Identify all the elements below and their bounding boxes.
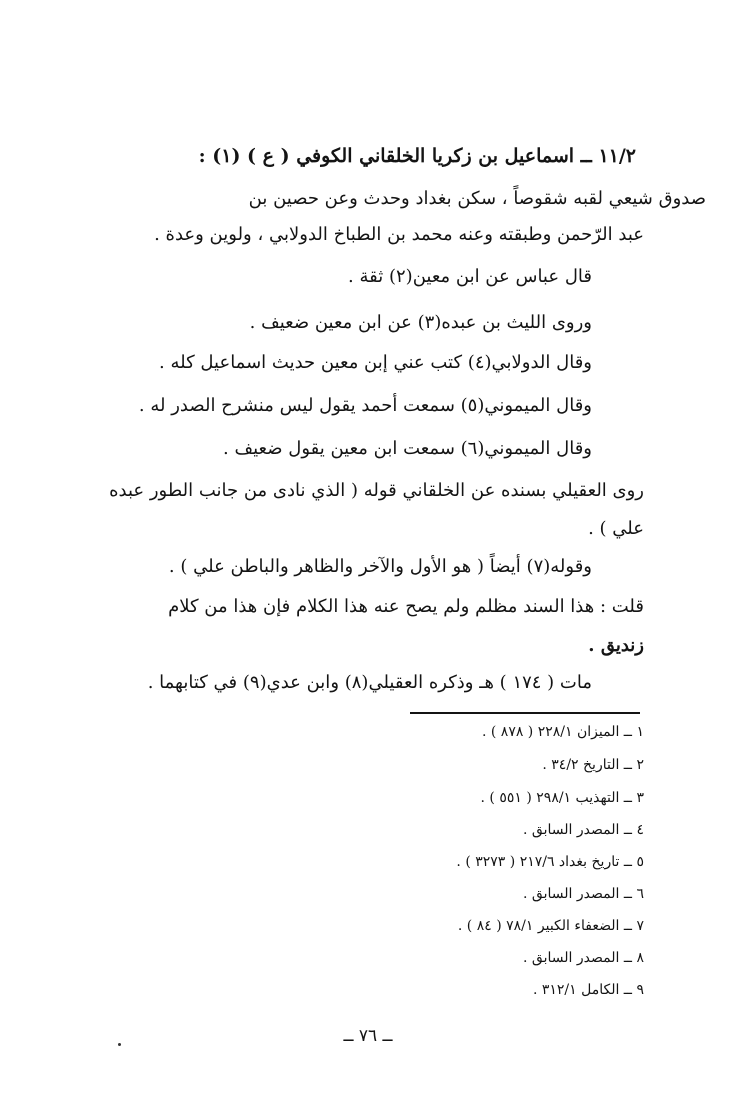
body-line: صدوق شيعي لقبه شقوصاً ، سكن بغداد وحدث وعن حصين بن — [248, 188, 706, 209]
footnote-item: ٤ ــ المصدر السابق . — [523, 822, 644, 838]
body-line: قلت : هذا السند مظلم ولم يصح عنه هذا الكلام فإن هذا من كلام — [168, 596, 644, 617]
scan-speck — [118, 1043, 121, 1046]
entry-heading: ١١/٢ ــ اسماعيل بن زكريا الخلقاني الكوفي ( ع ) (١) : — [198, 145, 636, 167]
body-line: روى العقيلي بسنده عن الخلقاني قوله ( الذي نادى من جانب الطور عبده — [109, 480, 644, 501]
footnote-item: ٥ ــ تاريخ بغداد ٢١٧/٦ ( ٣٢٧٣ ) . — [456, 854, 644, 870]
body-line: وقوله(٧) أيضاً ( هو الأول والآخر والظاهر والباطن علي ) . — [168, 556, 592, 577]
footnote-item: ٨ ــ المصدر السابق . — [523, 950, 644, 966]
body-line: وقال الدولابي(٤) كتب عني إبن معين حديث اسماعيل كله . — [159, 352, 592, 373]
body-line: مات ( ١٧٤ ) هـ وذكره العقيلي(٨) وابن عدي(٩) في كتابهما . — [147, 672, 592, 693]
footnote-separator — [410, 712, 640, 714]
body-line: وقال الميموني(٦) سمعت ابن معين يقول ضعيف . — [223, 438, 592, 459]
footnote-item: ٩ ــ الكامل ٣١٢/١ . — [532, 982, 644, 998]
footnote-item: ٢ ــ التاريخ ٣٤/٢ . — [542, 757, 644, 773]
footnote-item: ٣ ــ التهذيب ٢٩٨/١ ( ٥٥١ ) . — [480, 790, 644, 806]
page-number: ــ ٧٦ ــ — [343, 1026, 393, 1046]
body-line: زنديق . — [588, 635, 644, 656]
footnote-item: ١ ــ الميزان ٢٢٨/١ ( ٨٧٨ ) . — [481, 724, 644, 740]
body-line: عبد الرّحمن وطبقته وعنه محمد بن الطباخ الدولابي ، ولوين وعدة . — [154, 224, 644, 245]
body-line: وقال الميموني(٥) سمعت أحمد يقول ليس منشرح الصدر له . — [138, 395, 592, 416]
body-line: وروى الليث بن عبده(٣) عن ابن معين ضعيف . — [249, 312, 592, 333]
body-line: قال عباس عن ابن معين(٢) ثقة . — [348, 266, 592, 287]
footnote-item: ٧ ــ الضعفاء الكبير ٧٨/١ ( ٨٤ ) . — [457, 918, 644, 934]
footnote-item: ٦ ــ المصدر السابق . — [523, 886, 644, 902]
body-line: علي ) . — [588, 518, 644, 539]
